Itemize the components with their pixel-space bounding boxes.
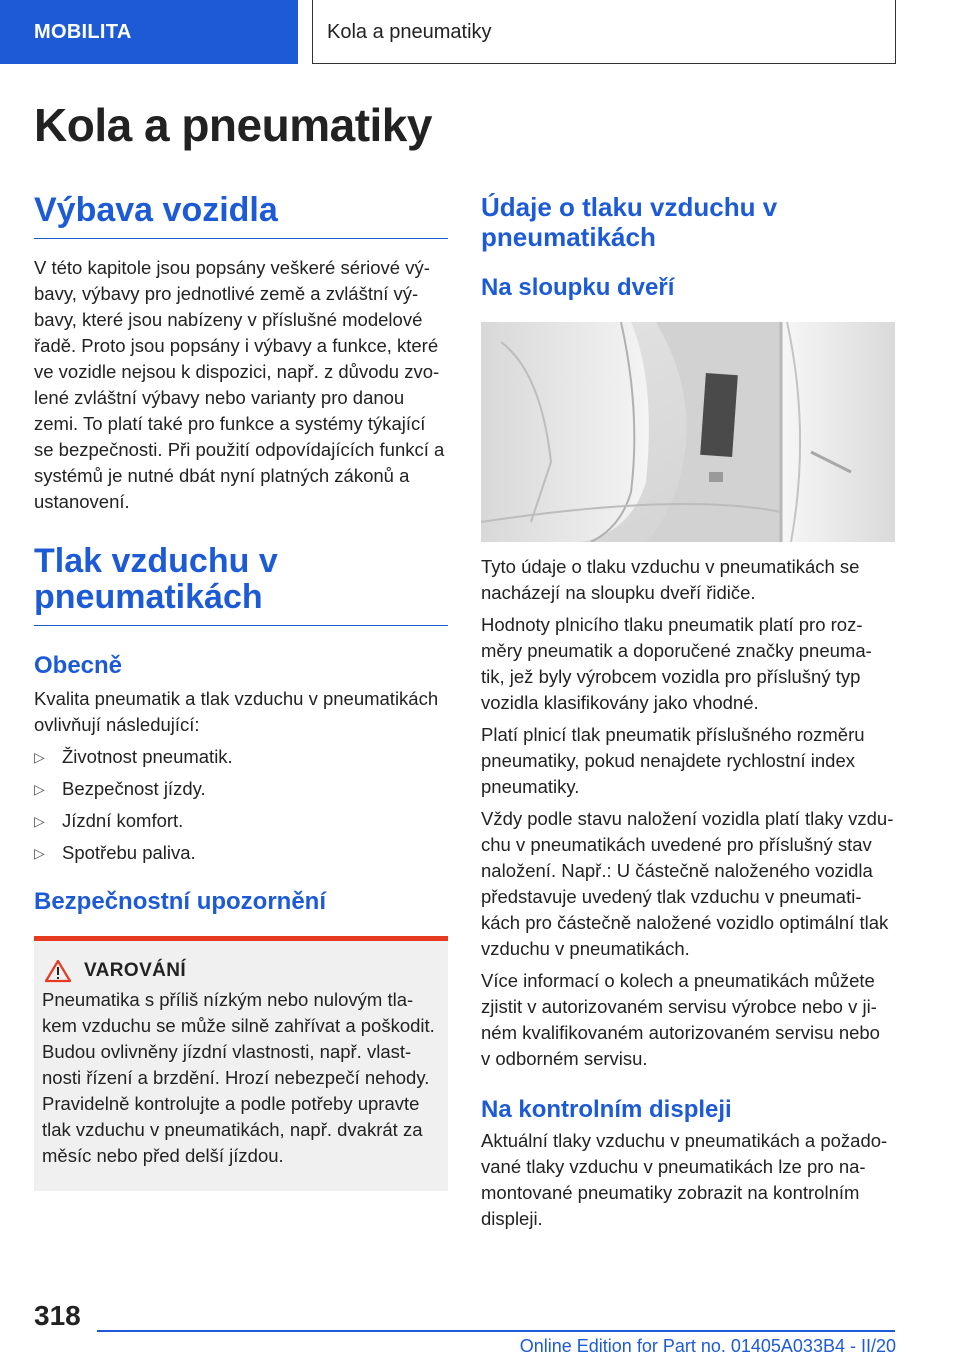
general-text: Kvalita pneumatik a tlak vzduchu v pneumatikách ovlivňují následující: [34,688,439,735]
pressure-data-heading: Údaje o tlaku vzduchu v pneumatikách [481,192,778,252]
page-number: 318 [34,1300,81,1331]
door-pillar-heading: Na sloupku dveří [481,274,675,301]
left-column [34,192,448,1191]
warning-text: Pneumatika s příliš nízkým nebo nulovým tla- kem vzduchu se může silně zahřívat a poškodit. Budou ovlivněny jízdní vlastnosti, např. vlast- nosti řízení a brzdění. Hrozí nebezpečí nehody. Pravidelně kontrolujte a podle potřeby upravte tlak vzduchu v pneumatikách, např. dvakrát za měsíc nebo před delší jízdou. [42,989,435,1166]
warning-triangle-icon [44,959,72,983]
list-item: ▷ Spotřebu paliva. [34,840,448,866]
tire-pressure-heading: Tlak vzduchu v pneumatikách [34,543,448,626]
pillar-paragraph-3: Platí plnicí tlak pneumatik příslušného rozměru pneumatiky, pokud nenajdete rychlostní index pneumatiky. [481,724,865,797]
equipment-text: V této kapitole jsou popsány veškeré sériové vý- bavy, výbavy pro jednotlivé země a zvláštní vý- bavy, které jsou nabízeny v příslušné modelové řadě. Proto jsou popsány i výbavy a funkce, které ve vozidle nejsou k dispozici, např. z důvodu zvo- lené zvláštní výbavy nebo varianty pro danou zemi. To platí také pro funkce a systémy týkající se bezpečnosti. Při použití odpovídajících funkcí a systémů je nutné dbát nyní platných zákonů a ustanovení. [34,257,445,512]
triangle-bullet-icon: ▷ [34,781,45,797]
footer-divider [97,1330,895,1332]
influence-list [34,744,448,866]
pillar-paragraph-5: Více informací o kolech a pneumatikách můžete zjistit v autorizovaném servisu výrobce nebo v ji- ném kvalifikovaném autorizovaném servisu nebo v odborném servisu. [481,970,880,1069]
pillar-paragraph-4: Vždy podle stavu naložení vozidla platí tlaky vzdu- chu v pneumatikách uvedené pro příslušný stav naložení. Např.: U částečně naloženého vozidla představuje uvedený tlak vzduchu v pneumati- kách pro částečně naložené vozidlo optimální tlak vzduchu v pneumatikách. [481,808,894,959]
list-item: ▷ Jízdní komfort. [34,808,448,834]
pillar-paragraph-1: Tyto údaje o tlaku vzduchu v pneumatikách se nacházejí na sloupku dveří řidiče. [481,556,860,603]
triangle-bullet-icon: ▷ [34,749,45,765]
control-display-text: Aktuální tlaky vzduchu v pneumatikách a požado- vané tlaky vzduchu v pneumatikách lze pro na- montované pneumatiky zobrazit na kontrolním displeji. [481,1130,888,1229]
edition-note: Online Edition for Part no. 01405A033B4 - II/20 [519,1336,896,1356]
triangle-bullet-icon: ▷ [34,813,45,829]
safety-heading: Bezpečnostní upozornění [34,888,327,915]
warning-box [34,936,448,1191]
equipment-heading: Výbava vozidla [34,192,448,239]
list-item: ▷ Životnost pneumatik. [34,744,448,770]
door-pillar-image [481,322,895,542]
warning-header [42,959,438,983]
list-item: ▷ Bezpečnost jízdy. [34,776,448,802]
control-display-heading: Na kontrolním displeji [481,1096,732,1123]
general-heading: Obecně [34,652,123,679]
warning-label: VAROVÁNÍ [84,960,187,981]
right-column [481,192,895,1232]
triangle-bullet-icon: ▷ [34,845,45,861]
chapter-title: Kola a pneumatiky [312,0,896,64]
section-tab: MOBILITA [0,0,298,64]
pillar-paragraph-2: Hodnoty plnicího tlaku pneumatik platí pro roz- měry pneumatik a doporučené značky pneuma- tik, jež byly výrobcem vozidla pro příslušný typ vozidla klasifikovány jako vhodné. [481,614,872,713]
page-title: Kola a pneumatiky [34,99,432,151]
